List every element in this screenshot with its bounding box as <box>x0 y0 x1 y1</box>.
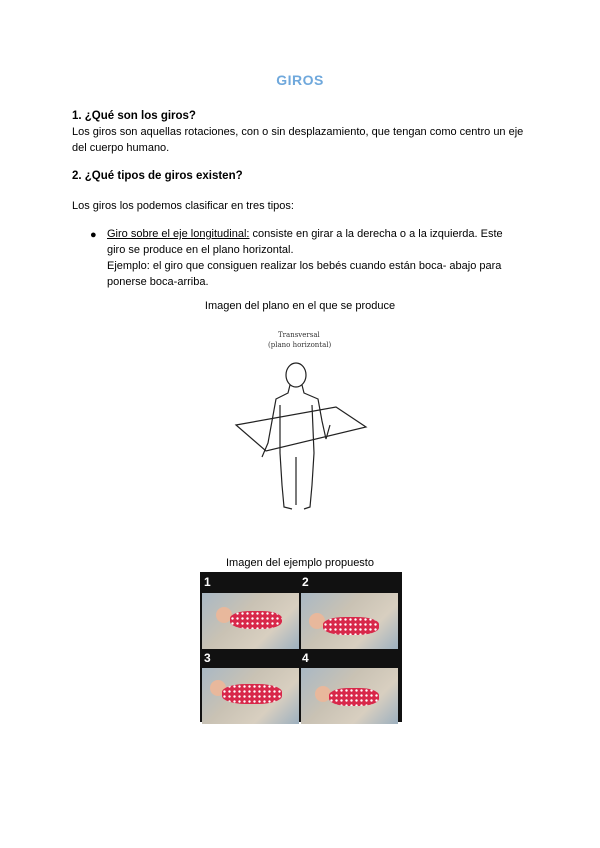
bullet-example: Ejemplo: el giro que consiguen realizar los bebés cuando están boca- abajo para ponerse boca-arriba. <box>107 260 502 288</box>
photo-tile-2 <box>301 593 398 649</box>
caption-plane: Imagen del plano en el que se produce <box>204 300 396 312</box>
question-1-text: Los giros son aquellas rotaciones, con o sin desplazamiento, que tengan como centro un eje del cuerpo humano. <box>72 126 524 154</box>
photo-tile-4 <box>301 668 398 724</box>
photo-number-1: 1 <box>204 575 211 589</box>
question-1-heading: 1. ¿Qué son los giros? <box>72 110 196 122</box>
bullet-term: Giro sobre el eje longitudinal: <box>107 228 250 240</box>
photo-number-3: 3 <box>204 651 211 665</box>
transversal-plane-figure <box>226 325 376 520</box>
bullet-dot-icon: ● <box>90 229 97 241</box>
photo-number-4: 4 <box>302 651 309 665</box>
bullet-text: consiste en girar a la derecha o a la izquierda. Este giro se produce en el plano horizontal. <box>107 228 503 256</box>
photo-tile-3 <box>202 668 299 724</box>
question-2-intro: Los giros los podemos clasificar en tres tipos: <box>72 200 294 212</box>
caption-example: Imagen del ejemplo propuesto <box>226 557 374 569</box>
bullet-item <box>107 226 517 290</box>
figure-label-2: (plano horizontal) <box>268 341 332 349</box>
document-title: GIROS <box>276 72 324 88</box>
photo-number-2: 2 <box>302 575 309 589</box>
figure-label-1: Transversal <box>278 331 320 339</box>
question-2-heading: 2. ¿Qué tipos de giros existen? <box>72 170 243 182</box>
baby-rolling-photo-grid <box>200 572 402 722</box>
photo-tile-1 <box>202 593 299 649</box>
